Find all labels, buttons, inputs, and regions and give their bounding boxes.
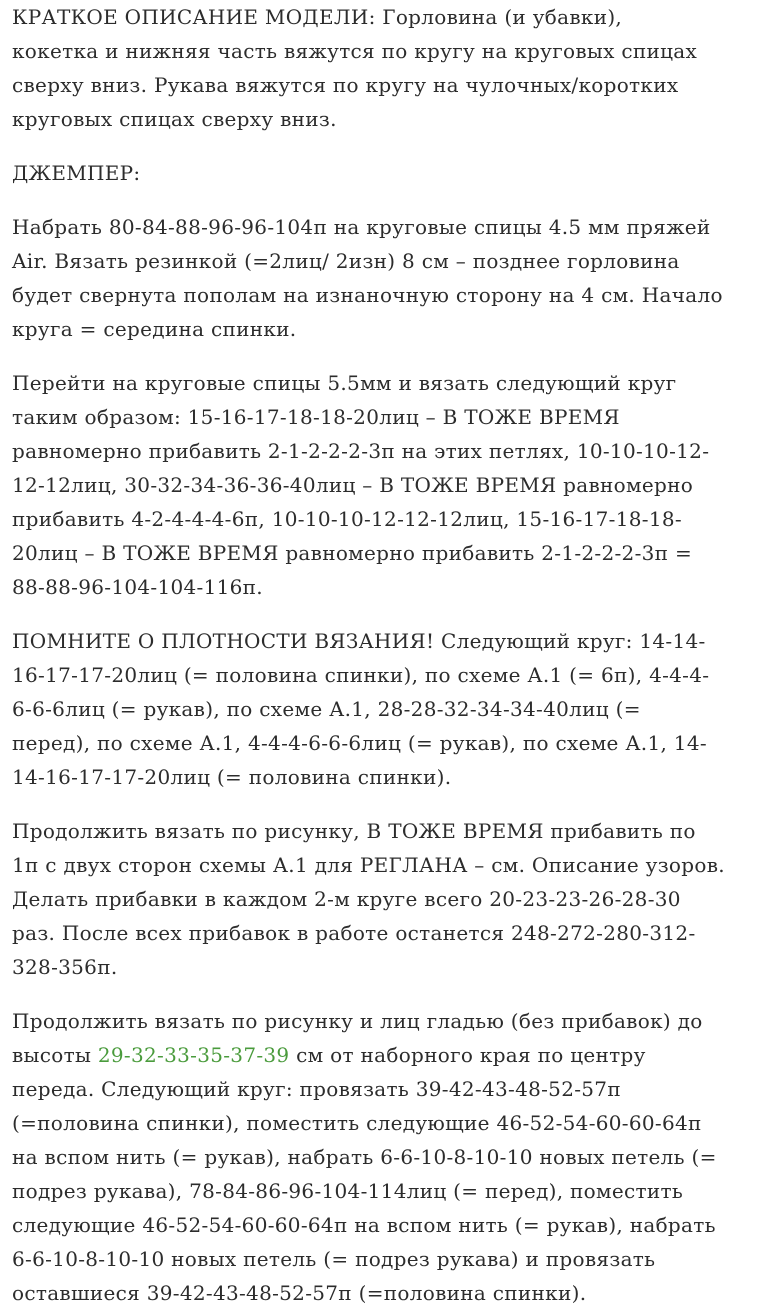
text-line: таким образом: 15-16-17-18-18-20лиц – В ТОЖЕ ВРЕМЯ (12, 405, 620, 429)
text-line: раз. После всех прибавок в работе останется 248-272-280-312- (12, 921, 696, 945)
text-line: круга = середина спинки. (12, 317, 297, 341)
text-line: 12-12лиц, 30-32-34-36-36-40лиц – В ТОЖЕ ВРЕМЯ равномерно (12, 473, 694, 497)
paragraph-raglan-increases (12, 814, 755, 984)
text-line: подрез рукава), 78-84-86-96-104-114лиц (= перед), поместить (12, 1179, 684, 1203)
text-line: Продолжить вязать по рисунку и лиц гладью (без прибавок) до (12, 1009, 703, 1033)
text-fragment: высоты (12, 1043, 98, 1067)
text-line: будет свернута пополам на изнаночную сторону на 4 см. Начало (12, 283, 723, 307)
text-line: Набрать 80-84-88-96-96-104п на круговые спицы 4.5 мм пряжей (12, 215, 711, 239)
paragraph-cast-on (12, 210, 755, 346)
text-line: прибавить 4-2-4-4-4-6п, 10-10-10-12-12-12лиц, 15-16-17-18-18- (12, 507, 682, 531)
section-heading-jumper (12, 156, 755, 190)
text-line: КРАТКОЕ ОПИСАНИЕ МОДЕЛИ: Горловина (и убавки), (12, 5, 623, 29)
text-line: равномерно прибавить 2-1-2-2-2-3п на этих петлях, 10-10-10-12- (12, 439, 710, 463)
text-line: сверху вниз. Рукава вяжутся по кругу на чулочных/коротких (12, 73, 679, 97)
text-line: Продолжить вязать по рисунку, В ТОЖЕ ВРЕМЯ прибавить по (12, 819, 696, 843)
text-line (12, 1038, 755, 1072)
text-line: на вспом нить (= рукав), набрать 6-6-10-8-10-10 новых петель (= (12, 1145, 717, 1169)
text-line: ДЖЕМПЕР: (12, 161, 141, 185)
height-highlight-link[interactable]: 29-32-33-35-37-39 (97, 1043, 290, 1067)
text-line: 1п с двух сторон схемы А.1 для РЕГЛАНА – см. Описание узоров. (12, 853, 725, 877)
text-line: перед), по схеме А.1, 4-4-4-6-6-6лиц (= рукав), по схеме А.1, 14- (12, 731, 707, 755)
text-line: переда. Следующий круг: провязать 39-42-43-48-52-57п (12, 1077, 621, 1101)
text-line: кокетка и нижняя часть вяжутся по кругу на круговых спицах (12, 39, 698, 63)
text-line: Перейти на круговые спицы 5.5мм и вязать следующий круг (12, 371, 677, 395)
text-line: Делать прибавки в каждом 2-м круге всего 20-23-23-26-28-30 (12, 887, 681, 911)
text-line: следующие 46-52-54-60-60-64п на вспом нить (= рукав), набрать (12, 1213, 716, 1237)
text-line: 16-17-17-20лиц (= половина спинки), по схеме А.1 (= 6п), 4-4-4- (12, 663, 710, 687)
text-line: 6-6-10-8-10-10 новых петель (= подрез рукава) и провязать (12, 1247, 656, 1271)
paragraph-divide-body-sleeves (12, 1004, 755, 1310)
text-line: (=половина спинки), поместить следующие 46-52-54-60-60-64п (12, 1111, 702, 1135)
text-fragment: см от наборного края по центру (289, 1043, 646, 1067)
text-line: 14-16-17-17-20лиц (= половина спинки). (12, 765, 452, 789)
text-line: Air. Вязать резинкой (=2лиц/ 2изн) 8 см – позднее горловина (12, 249, 680, 273)
text-line: оставшиеся 39-42-43-48-52-57п (=половина спинки). (12, 1281, 587, 1305)
text-line: 88-88-96-104-104-116п. (12, 575, 263, 599)
text-line: 6-6-6лиц (= рукав), по схеме А.1, 28-28-32-34-34-40лиц (= (12, 697, 641, 721)
paragraph-switch-needles (12, 366, 755, 604)
text-line: ПОМНИТЕ О ПЛОТНОСТИ ВЯЗАНИЯ! Следующий круг: 14-14- (12, 629, 706, 653)
text-line: 20лиц – В ТОЖЕ ВРЕМЯ равномерно прибавить 2-1-2-2-2-3п = (12, 541, 693, 565)
paragraph-gauge-reminder (12, 624, 755, 794)
paragraph-model-description (12, 0, 755, 136)
text-line: круговых спицах сверху вниз. (12, 107, 337, 131)
text-line: 328-356п. (12, 955, 118, 979)
